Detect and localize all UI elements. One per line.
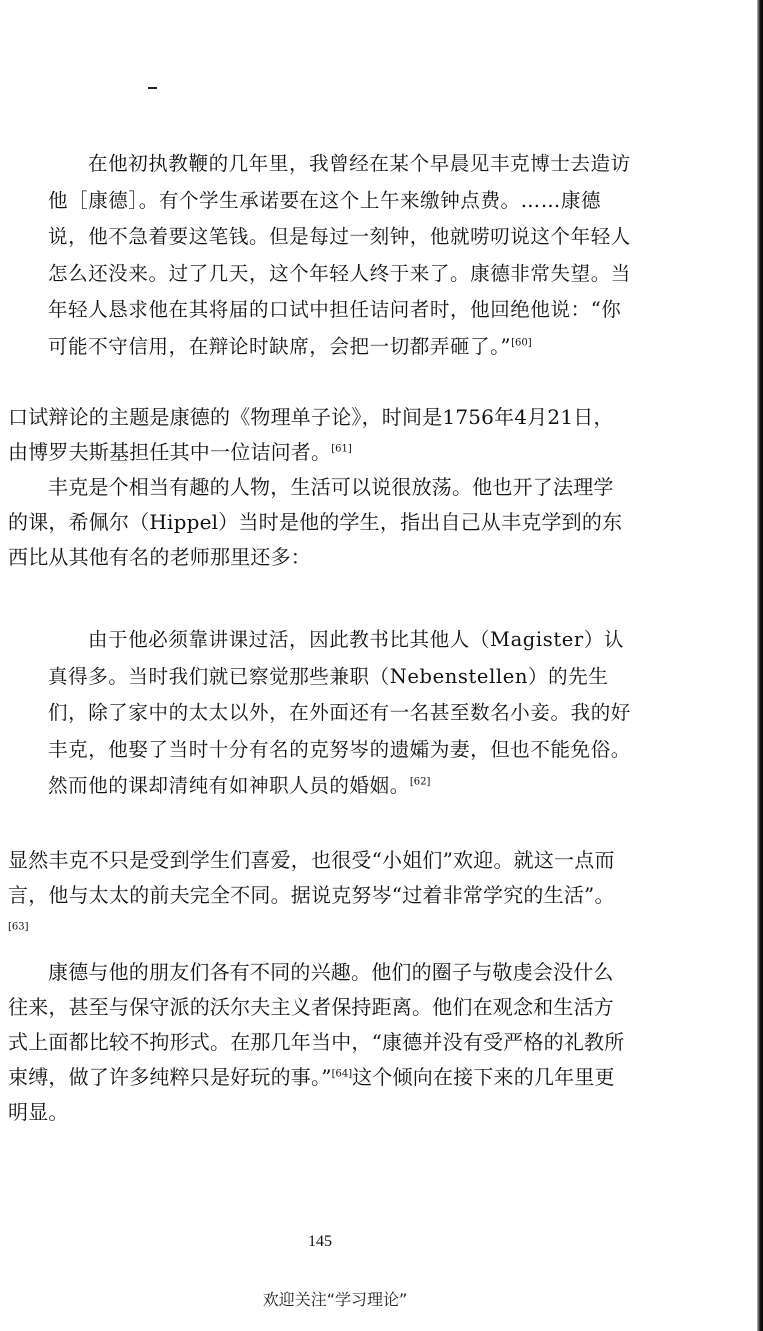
footnote-ref-63: [63] — [8, 921, 29, 933]
paragraph-popularity: 显然丰克不只是受到学生们喜爱，也很受“小姐们”欢迎。就这一点而言，他与太太的前夫完全不同。据说克努岑“过着非常学究的生活”。[63] — [8, 848, 615, 933]
paragraph-defense-topic: 口试辩论的主题是康德的《物理单子论》，时间是1756年4月21日，由博罗夫斯基担任其中一位诘问者。[61] — [8, 405, 614, 464]
block-quote-2 — [48, 622, 638, 805]
page-number: 145 — [308, 1233, 332, 1250]
footnote-ref-61: [61] — [331, 443, 352, 455]
block-quote-2-text: 由于他必须靠讲课过活，因此教书比其他人（Magister）认真得多。当时我们就已察觉那些兼职（Nebenstellen）的先生们，除了家中的太太以外，在外面还有一名甚至数名小妾。我的好丰克，他娶了当时十分有名的克努岑的遗孀为妻，但也不能免俗。然而他的课却清纯有如神职人员的婚姻。[62] — [48, 628, 631, 797]
block-quote-1-text: 在他初执教鞭的几年里，我曾经在某个早晨见丰克博士去造访他［康德］。有个学生承诺要在这个上午来缴钟点费。……康德说，他不急着要这笔钱。但是每过一刻钟，他就唠叨说这个年轻人怎么还没来。过了几天，这个年轻人终于来了。康德非常失望。当年轻人恳求他在其将届的口试中担任诘问者时，他回绝他说：“你可能不守信用，在辩论时缺席，会把一切都弄砸了。”[60] — [48, 152, 631, 358]
body-section-2 — [8, 843, 633, 948]
footer-note: 欢迎关注“学习理论” — [262, 1290, 408, 1309]
stray-ink-mark — [148, 87, 157, 89]
footnote-ref-60: [60] — [511, 337, 532, 348]
paragraph-interests: 康德与他的朋友们各有不同的兴趣。他们的圈子与敬虔会没什么往来，甚至与保守派的沃尔夫主义者保持距离。他们在观念和生活方式上面都比较不拘形式。在那几年当中，“康德并没有受严格的礼教所束缚，做了许多纯粹只是好玩的事。”[64]这个倾向在接下来的几年里更明显。 — [8, 960, 625, 1124]
footnote-ref-62: [62] — [409, 776, 431, 788]
paragraph-funk: 丰克是个相当有趣的人物，生活可以说很放荡。他也开了法理学的课，希佩尔（Hippel）当时是他的学生，指出自己从丰克学到的东西比从其他有名的老师那里还多： — [8, 475, 623, 569]
footnote-ref-64: [64] — [331, 1068, 353, 1080]
body-section-1 — [8, 400, 633, 575]
body-section-3 — [8, 955, 633, 1130]
page-edge-shadow — [757, 0, 763, 1331]
block-quote-1 — [48, 146, 638, 365]
